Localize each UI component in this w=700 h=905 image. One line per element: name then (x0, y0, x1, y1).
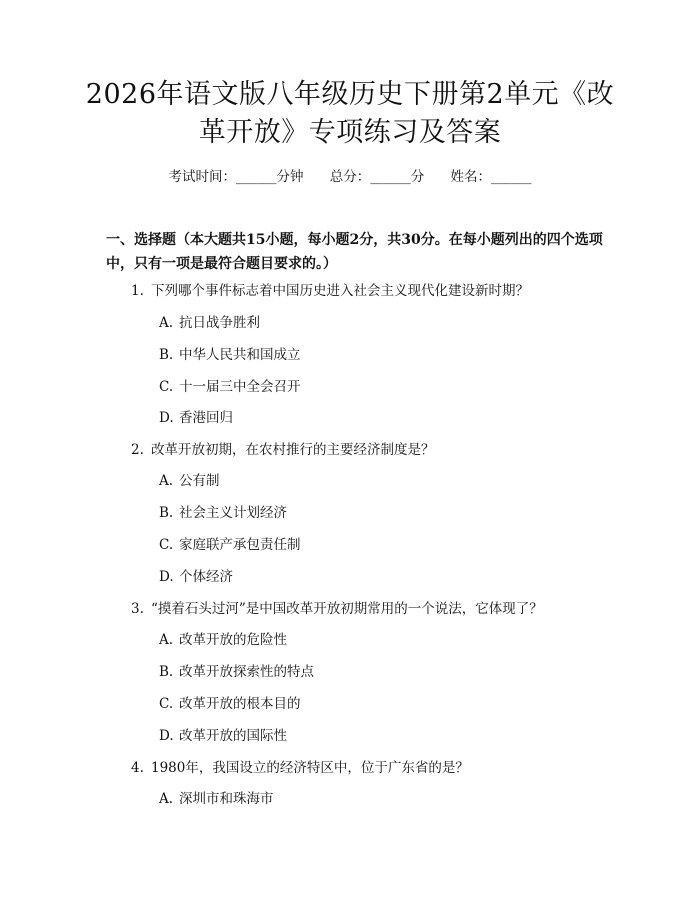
option-2c (159, 535, 599, 555)
exam-meta-line (0, 167, 700, 187)
option-label: C. (159, 537, 174, 553)
option-label: A. (159, 315, 174, 331)
option-4a (159, 789, 599, 809)
question-number: 2. (131, 442, 144, 458)
option-3b (159, 662, 599, 682)
option-text: 十一届三中全会召开 (179, 379, 301, 395)
option-text: 改革开放的根本目的 (179, 696, 301, 712)
title-line-2: 革开放》专项练习及答案 (198, 117, 502, 148)
document-title (60, 76, 640, 152)
option-label: D. (159, 728, 174, 744)
option-label: D. (159, 410, 174, 426)
total-score-field: 总分：______分 (329, 169, 425, 185)
question-text: 下列哪个事件标志着中国历史进入社会主义现代化建设新时期？ (151, 283, 529, 299)
student-name-field: 姓名：______ (450, 169, 532, 185)
question-text: “摸着石头过河”是中国改革开放初期常用的一个说法，它体现了？ (151, 601, 543, 617)
option-1c (159, 377, 599, 397)
exam-time-field: 考试时间：______分钟 (168, 169, 304, 185)
question-number: 3. (131, 601, 144, 617)
option-text: 香港回归 (179, 410, 233, 426)
option-label: B. (159, 347, 174, 363)
option-text: 公有制 (179, 473, 220, 489)
option-2a (159, 471, 599, 491)
option-label: B. (159, 664, 174, 680)
title-line-1: 2026年语文版八年级历史下册第2单元《改 (85, 79, 615, 110)
question-text: 改革开放初期，在农村推行的主要经济制度是？ (151, 442, 435, 458)
option-label: B. (159, 505, 174, 521)
option-text: 社会主义计划经济 (179, 505, 287, 521)
option-text: 中华人民共和国成立 (179, 347, 301, 363)
option-label: A. (159, 791, 174, 807)
option-label: A. (159, 632, 174, 648)
option-label: D. (159, 569, 174, 585)
option-3d (159, 726, 599, 746)
option-1a (159, 313, 599, 333)
option-1d (159, 408, 599, 428)
option-label: A. (159, 473, 174, 489)
option-label: C. (159, 379, 174, 395)
option-2b (159, 503, 599, 523)
option-text: 改革开放探索性的特点 (179, 664, 314, 680)
option-text: 改革开放的危险性 (179, 632, 287, 648)
option-label: C. (159, 696, 174, 712)
question-4 (131, 758, 631, 778)
option-3a (159, 630, 599, 650)
option-text: 抗日战争胜利 (179, 315, 260, 331)
option-text: 个体经济 (179, 569, 233, 585)
option-text: 改革开放的国际性 (179, 728, 287, 744)
option-1b (159, 345, 599, 365)
question-3 (131, 599, 631, 619)
option-text: 深圳市和珠海市 (179, 791, 274, 807)
option-2d (159, 567, 599, 587)
question-number: 1. (131, 283, 144, 299)
option-3c (159, 694, 599, 714)
question-text: 1980年，我国设立的经济特区中，位于广东省的是？ (151, 760, 469, 776)
section-heading: 一、选择题（本大题共15小题，每小题2分，共30分。在每小题列出的四个选项中，只有一项是最符合题目要求的。） (106, 232, 603, 272)
question-2 (131, 440, 631, 460)
option-text: 家庭联产承包责任制 (179, 537, 301, 553)
question-number: 4. (131, 760, 144, 776)
question-1 (131, 281, 631, 301)
